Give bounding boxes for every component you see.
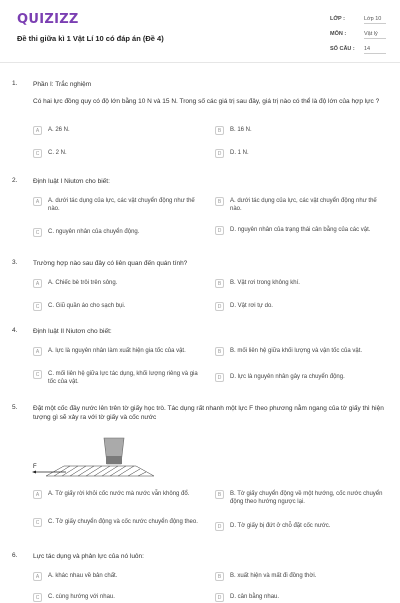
question-text: Định luật I Niutơn cho biết:	[33, 178, 110, 185]
option-text: C. cùng hướng với nhau.	[48, 594, 115, 600]
question-text: Trường hợp nào sau đây có liên quan đến quán tính?	[33, 260, 188, 267]
option-letter-box: D	[215, 302, 224, 311]
option-letter-box: B	[215, 572, 224, 581]
option-letter-box: A	[33, 572, 42, 581]
option-text: B. mối liên hệ giữa khối lượng và vận tốc của vật.	[230, 348, 363, 354]
option-text: C. Giũ quần áo cho sạch bụi.	[48, 303, 126, 309]
option-letter-box: A	[33, 197, 42, 206]
option-letter-box: B	[215, 126, 224, 135]
option-letter-box: A	[33, 347, 42, 356]
option-letter-box: C	[33, 302, 42, 311]
option-letter-box: A	[33, 126, 42, 135]
option-letter-box: C	[33, 593, 42, 602]
question-text: Lực tác dụng và phản lực của nó luôn:	[33, 553, 144, 560]
option-text: C. mối liên hệ giữa lực tác dụng, khối lượng riêng và gia tốc của vật.	[48, 371, 198, 385]
option-text: A. lực là nguyên nhân làm xuất hiện gia tốc của vật.	[48, 348, 186, 354]
option-letter-box: B	[215, 279, 224, 288]
option-text: D. cân bằng nhau.	[230, 594, 280, 600]
option-letter-box: A	[33, 279, 42, 288]
option-letter-box: D	[215, 522, 224, 531]
option-letter-box: D	[215, 226, 224, 235]
quizizz-logo: QUIZIZZ	[17, 12, 79, 27]
option-text: B. xuất hiện và mất đi đồng thời.	[230, 573, 317, 579]
option-text: D. Tờ giấy bị đứt ở chỗ đặt cốc nước.	[230, 523, 331, 529]
worksheet-header	[0, 0, 400, 63]
question-text: Định luật II Niutơn cho biết:	[33, 328, 112, 335]
option-letter-box: D	[215, 149, 224, 158]
worksheet-title: Đề thi giữa kì 1 Vật Lí 10 có đáp án (Đề 4)	[17, 34, 164, 43]
glass-on-paper-illustration	[32, 436, 162, 488]
option-text: A. Tờ giấy rời khỏi cốc nước mà nước vẫn không đổ.	[48, 491, 190, 497]
option-text: A. khác nhau về bản chất.	[48, 573, 118, 579]
question-heading: Phần I: Trắc nghiệm	[33, 81, 92, 88]
option-letter-box: D	[215, 593, 224, 602]
option-text: A. 26 N.	[48, 127, 70, 133]
option-text: A. dưới tác dụng của lực, các vật chuyển động như thế nào.	[48, 198, 195, 212]
option-letter-box: C	[33, 228, 42, 237]
option-letter-box: A	[33, 490, 42, 499]
question-number: 4.	[12, 327, 18, 334]
option-text: B. 16 N.	[230, 127, 252, 133]
question-number: 6.	[12, 552, 18, 559]
option-letter-box: B	[215, 197, 224, 206]
question-number: 3.	[12, 259, 18, 266]
option-text: B. Vật rơi trong không khí.	[230, 280, 300, 286]
option-letter-box: B	[215, 490, 224, 499]
question-number: 2.	[12, 177, 18, 184]
question-text: Có hai lực đồng quy có độ lớn bằng 10 N và 15 N. Trong số các giá trị sau đây, giá trị nào có thể là độ lớn của hợp lực ?	[33, 98, 380, 105]
option-text: A. Chiếc bè trôi trên sông.	[48, 280, 118, 286]
meta-label-subject: MÔN :	[330, 31, 347, 37]
option-letter-box: C	[33, 149, 42, 158]
option-text: D. 1 N.	[230, 150, 249, 156]
question-text: Đặt một cốc đầy nước lên trên tờ giấy học trò. Tác dụng rất nhanh một lực F theo phương nằm ngang của tờ giấy thì hiện tượng gì sẽ xảy ra với tờ giấy và cốc nước	[33, 405, 384, 421]
option-text: D. Vật rơi tự do.	[230, 303, 273, 309]
option-text: D. nguyên nhân của trạng thái cân bằng của các vật.	[230, 227, 371, 233]
meta-label-count: SỐ CÂU :	[330, 46, 355, 52]
meta-value-class: Lớp 10	[364, 16, 386, 24]
question-number: 5.	[12, 404, 18, 411]
meta-value-count: 14	[364, 46, 386, 54]
option-letter-box: C	[33, 370, 42, 379]
option-text: D. lực là nguyên nhân gây ra chuyển động.	[230, 374, 345, 380]
option-text: C. Tờ giấy chuyển động và cốc nước chuyển động theo.	[48, 519, 198, 525]
option-text: A. dưới tác dụng của lực, các vật chuyển động như thế nào.	[230, 198, 377, 212]
option-letter-box: B	[215, 347, 224, 356]
option-text: C. nguyên nhân của chuyển động.	[48, 229, 140, 235]
option-letter-box: C	[33, 518, 42, 527]
force-label: F	[33, 464, 37, 470]
meta-label-class: LỚP :	[330, 16, 345, 22]
option-letter-box: D	[215, 373, 224, 382]
option-text: C. 2 N.	[48, 150, 67, 156]
option-text: B. Tờ giấy chuyển động về một hướng, cốc nước chuyển động theo hướng ngược lại.	[230, 491, 383, 505]
question-number: 1.	[12, 80, 18, 87]
meta-value-subject: Vật lý	[364, 31, 386, 39]
